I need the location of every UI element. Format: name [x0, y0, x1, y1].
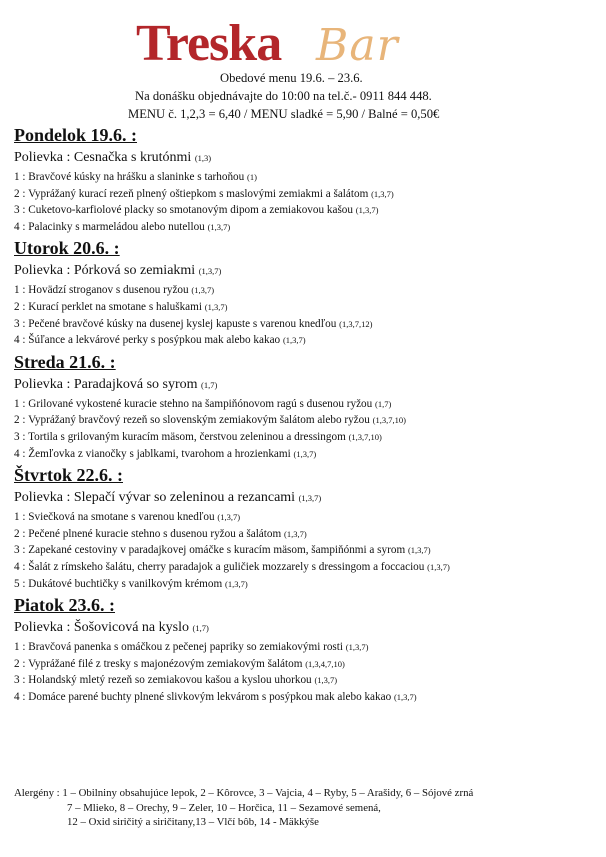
menu-item-text: 1 : Grilované vykostené kuracie stehno na šampiňónovom ragú s dusenou ryžou — [14, 397, 373, 410]
menu-item — [14, 576, 594, 593]
allergen-legend — [14, 786, 594, 830]
menu-item-allergens: (1,3,7) — [204, 301, 228, 312]
menu-item — [14, 299, 594, 316]
soup-line — [14, 489, 594, 507]
menu-item-text: 4 : Domáce parené buchty plnené slivkovým lekvárom s posýpkou mak alebo kakao — [14, 690, 392, 703]
menu-item-text: 2 : Vyprážané filé z tresky s majonézovým zemiakovým šalátom — [14, 657, 303, 670]
menu-item-text: 4 : Žemľovka z vianočky s jablkami, tvarohom a hrozienkami — [14, 447, 291, 460]
menu-item-allergens: (1,3,7,10) — [372, 415, 406, 426]
soup-line — [14, 149, 594, 167]
soup-allergens: (1,7) — [192, 623, 209, 634]
menu-item-text: 5 : Dukátové buchtičky s vanilkovým krémom — [14, 577, 223, 590]
allergen-line: Alergény : 1 – Obilniny obsahujúce lepok, 2 – Kôrovce, 3 – Vajcia, 4 – Ryby, 5 – Arašidy, 6 – Sójové zrná — [14, 787, 474, 799]
soup-line — [14, 262, 594, 280]
menu-item-allergens: (1,3,7) — [224, 578, 248, 589]
menu-item-allergens: (1,3,7) — [293, 448, 317, 459]
menu-item — [14, 429, 594, 446]
menu-item-text: 1 : Sviečková na smotane s varenou knedľou — [14, 511, 215, 524]
menu-item — [14, 639, 594, 656]
menu-item-allergens: (1,3,7) — [393, 691, 417, 702]
menu-item — [14, 169, 594, 186]
menu-item-text: 2 : Vyprážaný bravčový rezeň so slovenským zemiakovým šalátom alebo ryžou — [14, 414, 370, 427]
menu-item-allergens: (1,3,7) — [407, 545, 431, 556]
menu-item — [14, 542, 594, 559]
soup-allergens: (1,7) — [201, 379, 218, 390]
menu-item-allergens: (1,3,7) — [371, 188, 394, 199]
menu-item-text: 1 : Bravčová panenka s omáčkou z pečenej papriky so zemiakovými rosti — [14, 641, 343, 654]
soup-allergens: (1,3,7) — [298, 493, 322, 504]
menu-item-text: 4 : Palacinky s marmeládou alebo nutellou — [14, 220, 205, 233]
menu-item-allergens: (1,3,7,10) — [348, 431, 382, 442]
weekly-menu — [14, 124, 594, 705]
menu-item — [14, 656, 594, 673]
menu-item-allergens: (1,3,7) — [217, 512, 241, 523]
header — [0, 8, 606, 123]
menu-item-allergens: (1,3,7,12) — [339, 318, 373, 329]
day-title: Piatok 23.6. : — [14, 595, 115, 616]
menu-item-text: 4 : Šalát z rímskeho šalátu, cherry paradajok a guličiek mozzarely s dressingom a foccaciou — [14, 560, 425, 573]
menu-item-allergens: (1,3,7) — [207, 221, 231, 232]
allergen-line: 12 – Oxid siričitý a siričitany,13 – Vlčí bôb, 14 - Mäkkýše — [67, 816, 319, 828]
soup-line — [14, 619, 594, 637]
menu-item — [14, 526, 594, 543]
menu-item-allergens: (1,3,7) — [314, 675, 338, 686]
menu-item-text: 1 : Bravčové kúsky na hrášku a slaninke s tarhoňou — [14, 171, 245, 183]
menu-item-allergens: (1,3,7) — [345, 642, 369, 653]
menu-item-text: 2 : Vyprážaný kurací rezeň plnený oštiepkom s maslovými zemiakmi a šalátom — [14, 187, 369, 200]
menu-item-text: 2 : Pečené plnené kuracie stehno s dusenou ryžou a šalátom — [14, 527, 282, 540]
menu-item-text: 1 : Hovädzí stroganov s dusenou ryžou — [14, 284, 189, 297]
menu-item — [14, 689, 594, 706]
menu-item-allergens: (1,7) — [375, 398, 392, 409]
day-title: Štvrtok 22.6. : — [14, 465, 123, 486]
allergen-line: 7 – Mlieko, 8 – Orechy, 9 – Zeler, 10 – Horčica, 11 – Sezamové semená, — [67, 801, 381, 814]
day-section — [14, 464, 594, 592]
menu-date-range: Obedové menu 19.6. – 23.6. — [220, 71, 363, 85]
day-title: Utorok 20.6. : — [14, 238, 120, 259]
menu-item-text: 3 : Zapekané cestoviny v paradajkovej omáčke s kuracím mäsom, šampiňónmi a syrom — [14, 544, 406, 557]
menu-item — [14, 186, 594, 203]
soup-label: Polievka : Šošovicová na kyslo — [14, 620, 189, 636]
menu-item-allergens: (1,3,7) — [283, 528, 307, 539]
menu-item-text: 3 : Tortila s grilovaným kuracím mäsom, čerstvou zeleninou a dressingom — [14, 430, 346, 443]
menu-item-allergens: (1) — [247, 172, 257, 182]
menu-item-allergens: (1,3,7) — [427, 561, 450, 572]
menu-item-text: 3 : Pečené bravčové kúsky na dusenej kyslej kapuste s varenou knedľou — [14, 317, 337, 330]
day-section — [14, 237, 594, 348]
menu-item — [14, 446, 594, 463]
soup-label: Polievka : Cesnačka s krutónmi — [14, 150, 192, 165]
menu-item — [14, 672, 594, 689]
menu-item — [14, 396, 594, 413]
menu-item-text: 4 : Šúľance a lekvárové perky s posýpkou mak alebo kakao — [14, 334, 281, 347]
menu-item — [14, 412, 594, 429]
soup-label: Polievka : Pórková so zemiakmi — [14, 263, 196, 279]
soup-allergens: (1,3) — [194, 153, 212, 163]
menu-item — [14, 332, 594, 349]
menu-item — [14, 509, 594, 526]
menu-item-allergens: (1,3,4,7,10) — [305, 658, 345, 669]
menu-item-text: 3 : Holandský mletý rezeň so zemiakovou kašou a kyslou uhorkou — [14, 674, 312, 687]
soup-line — [14, 376, 594, 394]
menu-item-allergens: (1,3,7) — [191, 285, 215, 296]
soup-label: Polievka : Slepačí vývar so zeleninou a rezancami — [14, 490, 296, 506]
menu-item — [14, 282, 594, 299]
menu-item — [14, 202, 594, 219]
day-section — [14, 124, 594, 235]
soup-label: Polievka : Paradajková so syrom — [14, 376, 198, 392]
price-info: MENU č. 1,2,3 = 6,40 / MENU sladké = 5,90 / Balné = 0,50€ — [128, 107, 440, 121]
delivery-info: Na donášku objednávajte do 10:00 na tel.č.- 0911 844 448. — [135, 89, 432, 103]
soup-allergens: (1,3,7) — [198, 266, 222, 277]
day-section — [14, 594, 594, 705]
menu-item-text: 2 : Kurací perklet na smotane s haluškami — [14, 300, 202, 313]
menu-item — [14, 559, 594, 576]
brand-logo-script: Bar — [316, 20, 399, 71]
menu-item-text: 3 : Cuketovo-karfiolové placky so smotanovým dipom a zemiakovou kašou — [14, 204, 353, 217]
day-title: Pondelok 19.6. : — [14, 125, 138, 145]
menu-item-allergens: (1,3,7) — [355, 205, 379, 216]
menu-item-allergens: (1,3,7) — [282, 335, 306, 346]
menu-item — [14, 316, 594, 333]
day-title: Streda 21.6. : — [14, 351, 116, 372]
day-section — [14, 351, 594, 462]
menu-item — [14, 219, 594, 236]
brand-logo-main: Treska — [136, 15, 282, 72]
